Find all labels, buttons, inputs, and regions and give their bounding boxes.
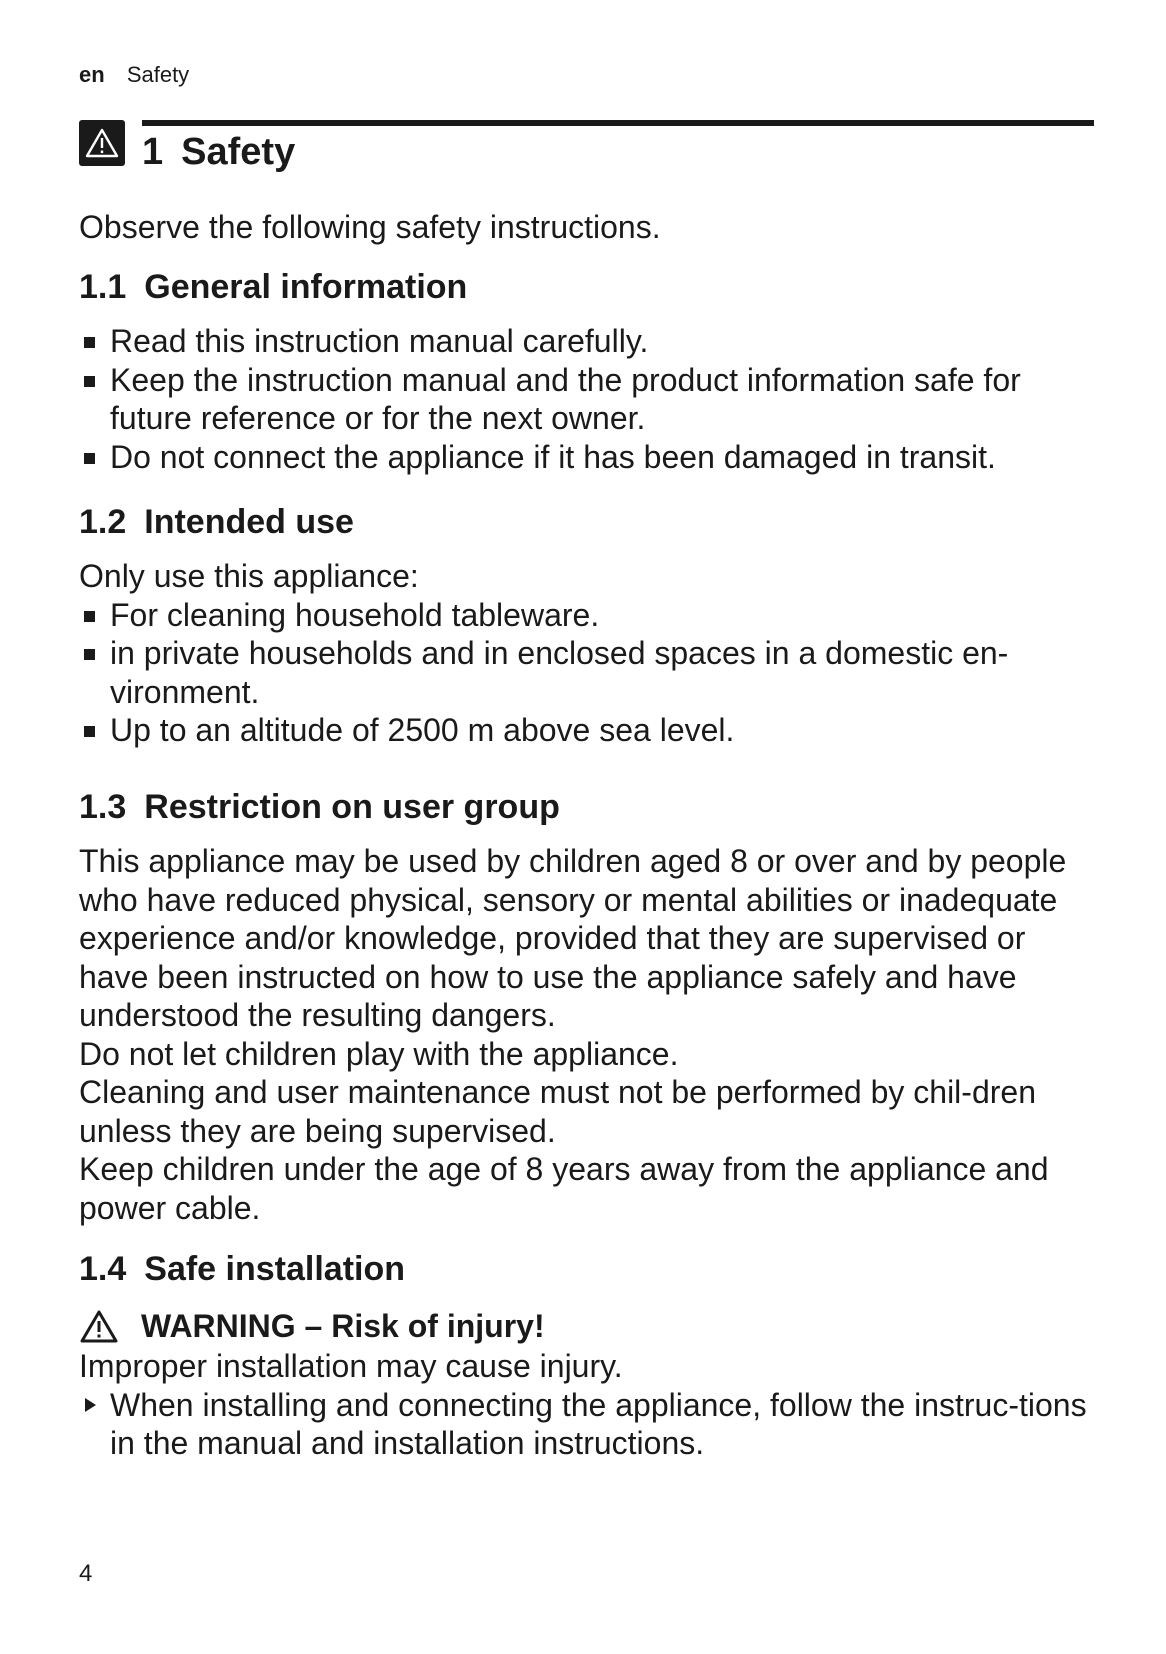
running-section-title: Safety [126,62,190,87]
warning-text: Improper installation may cause injury. [79,1348,623,1384]
page-number: 4 [79,1560,93,1587]
warning-heading [79,1308,545,1345]
list-item: Read this instruction manual carefully. [79,322,1099,361]
paragraph: Keep children under the age of 8 years away from the appliance and power cable. [79,1151,1049,1226]
paragraph: This appliance may be used by children aged 8 or over and by people who have reduced physical, sensory or mental abilities or inadequate experience and/or knowledge, provided that they are supervised or have been instructed on how to use the appliance safely and have understood the resulting dangers. [79,843,1067,1033]
intended-use-content [79,557,1099,750]
list-item: Up to an altitude of 2500 m above sea level. [79,711,1099,750]
language-code: en [79,62,105,87]
list-item: For cleaning household tableware. [79,596,1099,635]
section-heading-intended-use: 1.2 Intended use [79,503,354,541]
warning-triangle-icon [79,120,125,166]
warning-title: WARNING – Risk of injury! [141,1308,545,1344]
section-heading-safe-installation: 1.4 Safe installation [79,1250,405,1288]
restriction-on-user-group-text [79,842,1099,1227]
warning-triangle-icon [79,1309,119,1344]
intended-use-intro: Only use this appliance: [79,558,419,594]
general-information-list [79,322,1099,476]
running-header [79,62,189,88]
section-heading-general-information: 1.1 General information [79,268,468,306]
chapter-title: 1 Safety [142,131,296,173]
paragraph: Cleaning and user maintenance must not be performed by chil-dren unless they are being supervised. [79,1074,1036,1149]
list-item: Do not connect the appliance if it has been damaged in transit. [79,438,1099,477]
chapter-intro: Observe the following safety instructions. [79,209,661,245]
list-item: in private households and in enclosed spaces in a domestic en-vironment. [79,634,1099,711]
paragraph: Do not let children play with the appliance. [79,1035,679,1072]
instruction-step: When installing and connecting the appliance, follow the instruc-tions in the manual and installation instructions. [79,1386,1099,1463]
chapter-rule [142,120,1094,126]
section-heading-restriction-on-user-group: 1.3 Restriction on user group [79,788,560,826]
list-item: Keep the instruction manual and the product information safe for future reference or for the next owner. [79,361,1099,438]
safe-installation-content [79,1347,1099,1463]
